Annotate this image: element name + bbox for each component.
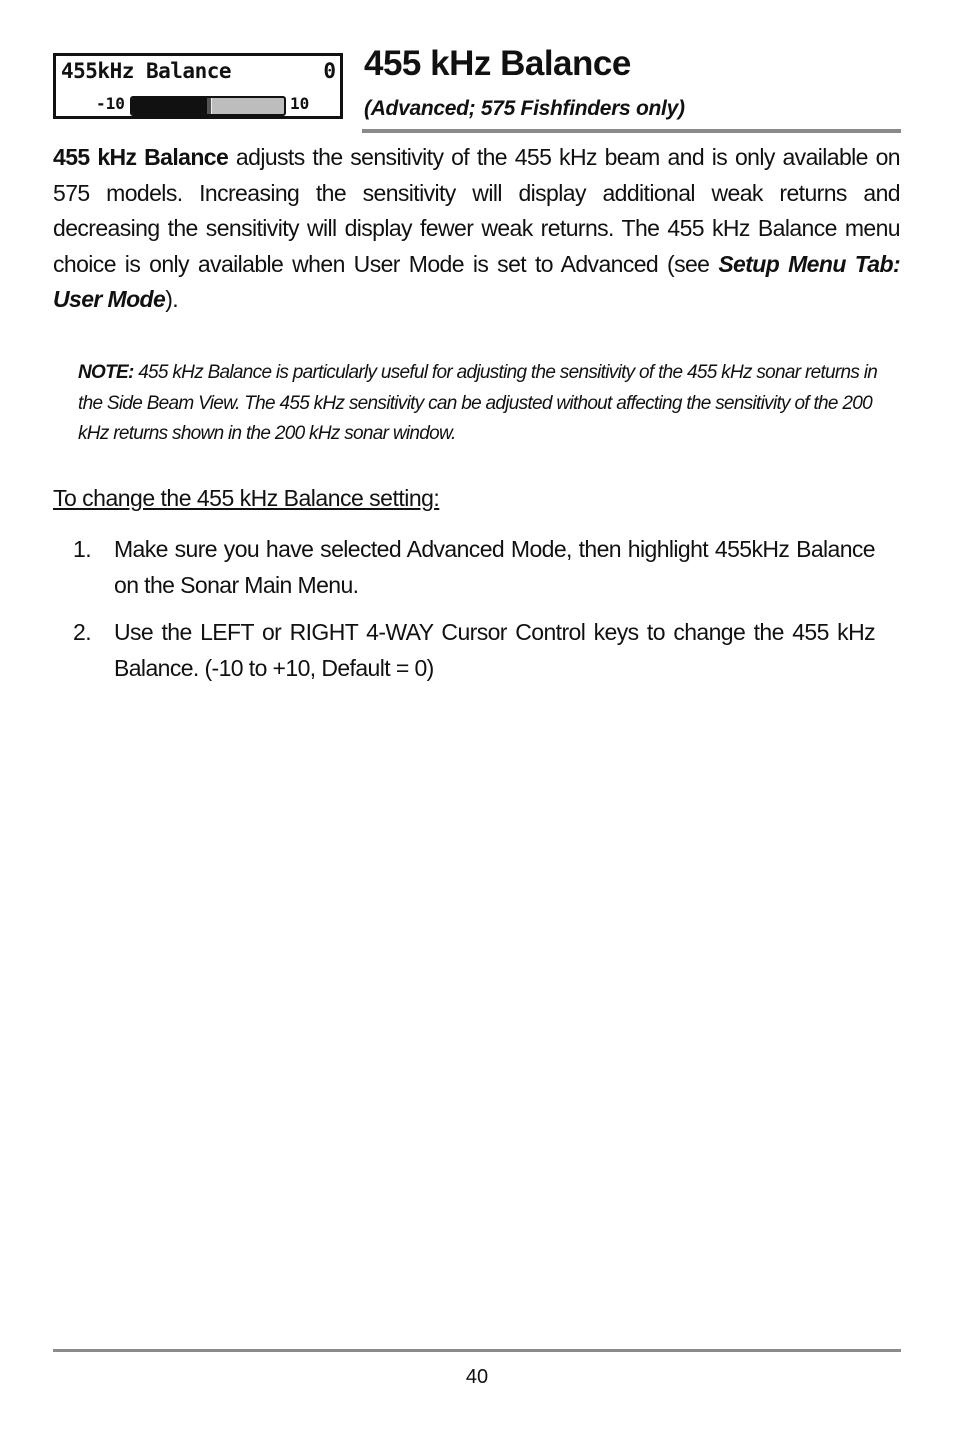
cross-reference: Setup Menu Tab: User Mode xyxy=(53,250,900,312)
intro-text: adjusts the sensitivity of the 455 kHz beam and is only available on 575 models. Increasing the sensitivity will display additional weak returns and decreasing the sensitivity will display fewer weak returns. The 455 kHz Balance menu choice is only available when User Mode is set to Advanced (see xyxy=(53,144,900,277)
step-text: Make sure you have selected Advanced Mode, then highlight 455kHz Balance on the Sonar Main Menu. xyxy=(114,536,875,598)
balance-slider-fill xyxy=(132,98,208,114)
page-number: 40 xyxy=(465,1366,489,1388)
note-label: NOTE: xyxy=(78,362,134,383)
step-number: 1. xyxy=(73,536,91,562)
note-text: 455 kHz Balance is particularly useful for adjusting the sensitivity of the 455 kHz sonar returns in the Side Beam View. The 455 kHz sensitivity can be adjusted without affecting the sensitivity of the 200 kHz returns shown in the 200 kHz sonar window. xyxy=(78,362,878,444)
page-title: 455 kHz Balance xyxy=(364,44,631,83)
page-subtitle: (Advanced; 575 Fishfinders only) xyxy=(364,97,685,120)
intro-term: 455 kHz Balance xyxy=(53,144,229,170)
step-text: Use the LEFT or RIGHT 4-WAY Cursor Control keys to change the 455 kHz Balance. (-10 to +10, Default = 0) xyxy=(114,619,875,681)
title-divider xyxy=(362,129,901,133)
balance-slider-knob xyxy=(206,97,212,115)
intro-paragraph xyxy=(53,140,900,318)
step-item xyxy=(53,615,875,686)
intro-closing: ). xyxy=(165,286,179,312)
balance-menu-widget xyxy=(53,53,343,119)
note-paragraph xyxy=(78,358,878,450)
procedure-steps xyxy=(53,532,875,698)
footer-divider xyxy=(53,1349,901,1352)
widget-label: 455kHz Balance xyxy=(61,59,232,83)
balance-slider-track xyxy=(130,96,286,116)
procedure-heading: To change the 455 kHz Balance setting: xyxy=(53,485,440,511)
step-number: 2. xyxy=(73,619,91,645)
step-item xyxy=(53,532,875,603)
widget-min-label: -10 xyxy=(96,94,125,113)
widget-max-label: 10 xyxy=(290,94,310,113)
widget-value: 0 xyxy=(323,59,336,83)
